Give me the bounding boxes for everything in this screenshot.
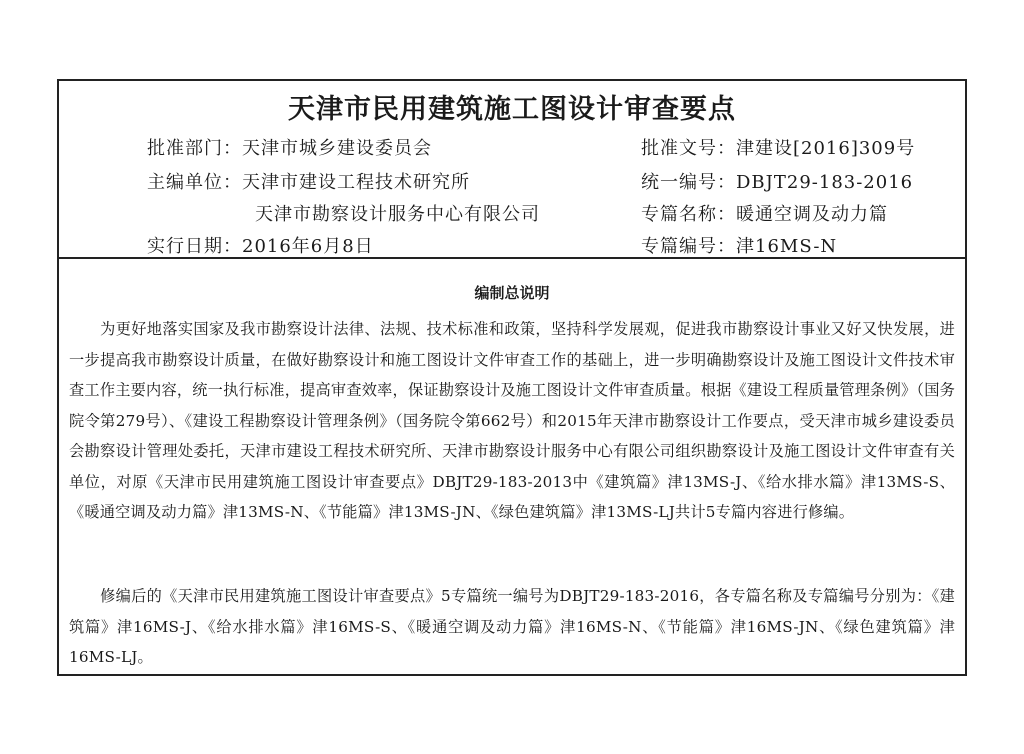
chapter-name-row [641,200,888,226]
section-title: 编制总说明 [474,284,550,302]
editor-row-2 [255,200,540,226]
effective-date-label: 实行日期： [147,236,242,257]
chapter-no-value: 津16MS-N [736,236,838,257]
approval-dept-value: 天津市城乡建设委员会 [242,138,432,159]
unified-no-label: 统一编号： [641,172,736,193]
approval-doc-label: 批准文号： [641,138,736,159]
approval-dept-label: 批准部门： [147,138,242,159]
paragraph-2 [69,581,955,673]
document-header [59,81,965,259]
chapter-name-label: 专篇名称： [641,204,736,225]
paragraph-1-text: 为更好地落实国家及我市勘察设计法律、法规、技术标准和政策，坚持科学发展观，促进我市勘察设计事业又好又快发展，进一步提高我市勘察设计质量，在做好勘察设计和施工图设计文件审查工作的基础上，进一步明确勘察设计及施工图设计文件技术审查工作主要内容，统一执行标准，提高审查效率，保证勘察设计及施工图设计文件审查质量。根据《建设工程质量管理条例》（国务院令第279号）、《建设工程勘察设计管理条例》（国务院令第662号）和2015年天津市勘察设计工作要点，受天津市城乡建设委员会勘察设计管理处委托，天津市建设工程技术研究所、天津市勘察设计服务中心有限公司组织勘察设计及施工图设计文件审查有关单位，对原《天津市民用建筑施工图设计审查要点》DBJT29-183-2013中《建筑篇》津13MS-J、《给水排水篇》津13MS-S、《暖通空调及动力篇》津13MS-N、《节能篇》津13MS-JN、《绿色建筑篇》津13MS-LJ共计5专篇内容进行修编。 [69,320,955,521]
effective-date-row [147,232,374,258]
approval-doc-row [641,134,915,160]
document-title: 天津市民用建筑施工图设计审查要点 [288,94,736,125]
editor-label: 主编单位： [147,172,242,193]
effective-date-value: 2016年6月8日 [242,236,374,257]
paragraph-2-text: 修编后的《天津市民用建筑施工图设计审查要点》5专篇统一编号为DBJT29-183-2016，各专篇名称及专篇编号分别为：《建筑篇》津16MS-J、《给水排水篇》津16MS-S、《暖通空调及动力篇》津16MS-N、《节能篇》津16MS-JN、《绿色建筑篇》津16MS-LJ。 [69,587,955,666]
chapter-no-label: 专篇编号： [641,236,736,257]
approval-doc-value: 津建设[2016]309号 [736,138,916,159]
approval-dept-row [147,134,432,160]
chapter-name-value: 暖通空调及动力篇 [736,204,888,225]
editor-value-2: 天津市勘察设计服务中心有限公司 [255,204,540,225]
document-frame [57,79,967,676]
unified-no-row [641,168,913,194]
editor-row [147,168,470,194]
chapter-no-row [641,232,837,258]
editor-value-1: 天津市建设工程技术研究所 [242,172,470,193]
paragraph-1 [69,314,955,528]
unified-no-value: DBJT29-183-2016 [736,172,914,193]
